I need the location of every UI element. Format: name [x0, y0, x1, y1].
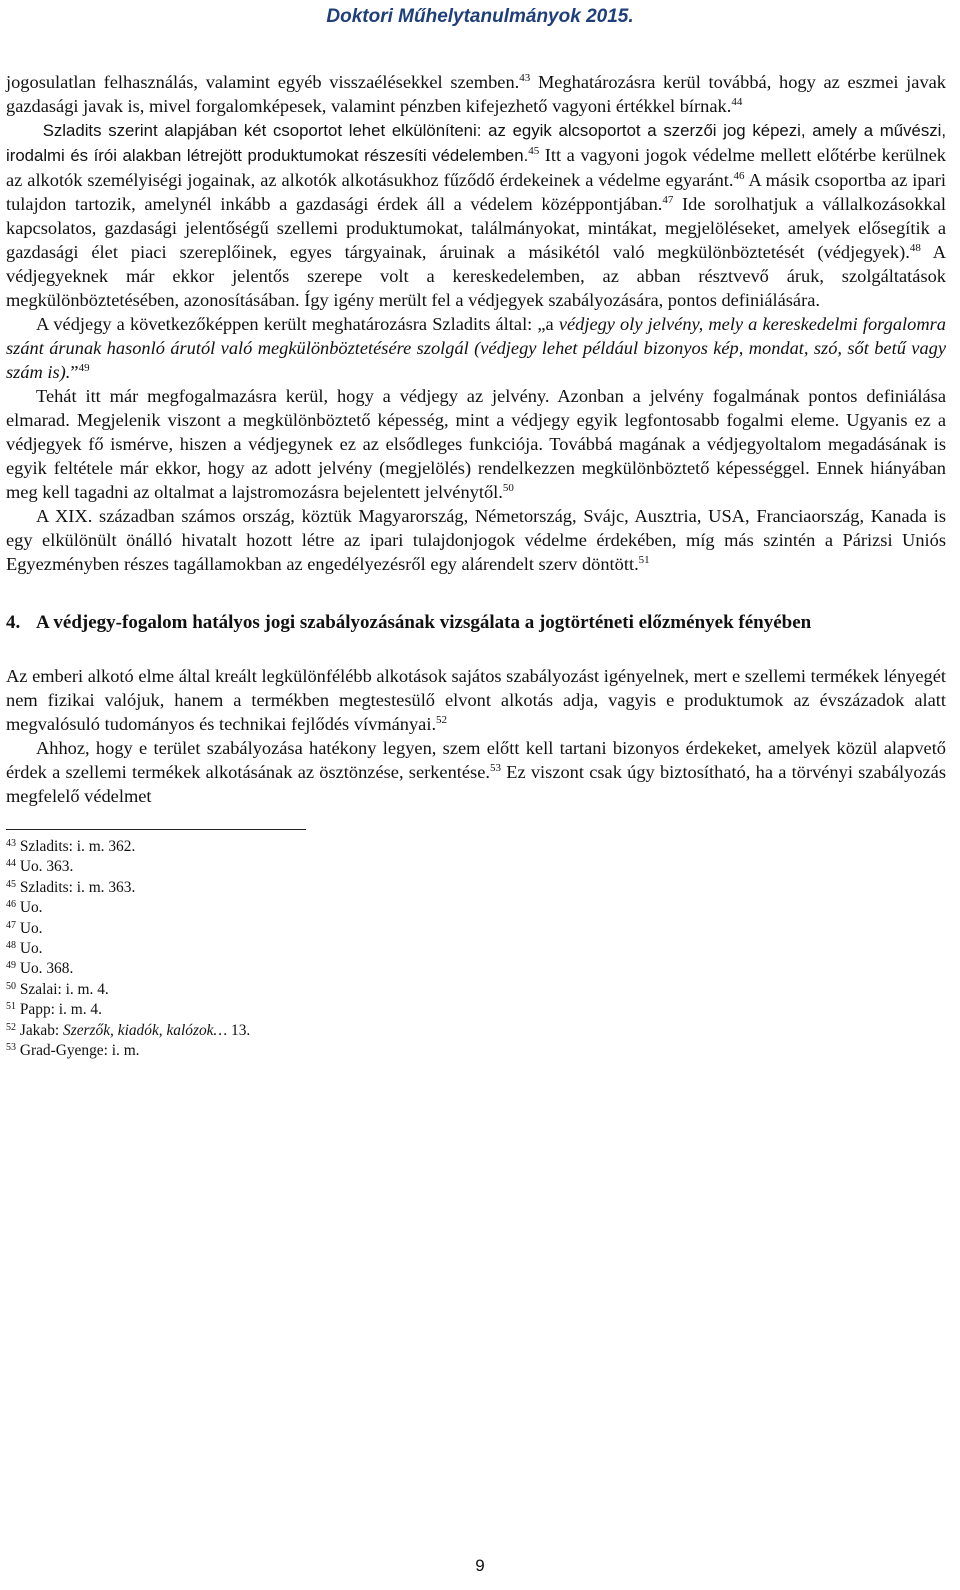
footnote-ref-45[interactable]: 45 [528, 145, 540, 157]
footnote-48 [6, 939, 946, 959]
text-run: Ez viszont csak úgy biztosítható, ha a törvényi szabályozás megfelelő védelmet [6, 762, 946, 806]
footnote-text: Szalai: i. m. 4. [19, 980, 109, 998]
footnote-47 [6, 919, 946, 939]
footnote-number: 44 [6, 858, 16, 870]
paragraph-2 [6, 312, 946, 384]
footnote-ref-43[interactable]: 43 [519, 72, 531, 84]
footnotes [6, 837, 946, 1061]
paragraph-6 [6, 736, 946, 808]
text-run: Itt a vagyoni jogok védelme mellett előtérbe kerülnek az alkotók személyiségi jogainak, az alkotók alkotásukhoz fűződő érdekeinek a védelme egyaránt. [6, 145, 946, 190]
text-run: A XIX. században számos ország, köztük Magyarország, Németország, Svájc, Ausztria, USA, Franciaország, Kanada is egy elkülönült önálló hivatalt hozott létre az ipari tulajdonjogok védelme érdekében, míg más szintén a Párizsi Uniós Egyezményben részes tagállamokban az engedélyezésről egy alárendelt szerv döntött. [6, 506, 946, 574]
footnote-text: Uo. [19, 899, 43, 917]
footnote-53 [6, 1041, 946, 1061]
footnote-52 [6, 1021, 946, 1041]
footnote-number: 49 [6, 960, 16, 972]
text-run: jogosulatlan felhasználás, valamint egyéb visszaélésekkel szemben. [6, 72, 520, 92]
footnote-45 [6, 878, 946, 898]
footnote-ref-47[interactable]: 47 [662, 194, 674, 206]
text-run: Ide sorolhatjuk a vállalkozásokkal kapcsolatos, gazdasági jelentőségű szellemi produktumokat, találmányokat, mintákat, megjelöléseket, amelyek elősegítik a gazdasági élet piaci szereplőinek, egyes tárgyainak, áruinak a másikétól való megkülönböztetését (védjegyek). [6, 194, 946, 262]
footnote-ref-46[interactable]: 46 [733, 170, 745, 182]
footnote-text: Papp: i. m. 4. [19, 1001, 102, 1019]
footnote-text: Uo. 368. [19, 960, 74, 978]
footnote-ref-48[interactable]: 48 [909, 242, 921, 254]
footnote-number: 45 [6, 878, 16, 890]
footnote-ref-44[interactable]: 44 [731, 96, 743, 108]
footnote-49 [6, 959, 946, 979]
footnote-51 [6, 1000, 946, 1020]
footnote-ref-52[interactable]: 52 [436, 714, 448, 726]
section-heading [6, 610, 946, 636]
footnote-ref-51[interactable]: 51 [638, 554, 650, 566]
page-number: 9 [475, 1556, 485, 1575]
text-run: Ahhoz, hogy e terület szabályozása hatékony legyen, szem előtt kell tartani bizonyos érdekeket, amelyek közül alapvető érdek a szellemi termékek alkotásának az ösztönzése, serkentése. [6, 738, 946, 782]
footnote-number: 53 [6, 1042, 16, 1054]
text-run: Tehát itt már megfogalmazásra kerül, hogy a védjegy az jelvény. Azonban a jelvény fogalmának pontos definiálása elmarad. Megjelenik viszont a megkülönböztető képesség, mint a védjegy egyik legfontosabb fogalmi eleme. Ugyanis ez a védjegyek fő ismérve, hiszen a védjegynek ez az elsődleges funkciója. Továbbá magának a védjegyoltalom megadásának is egyik feltétele már ekkor, hogy az adott jelvény (megjelölés) rendelkezzen megkülönböztető képességgel. Ennek hiányában meg kell tagadni az oltalmat a lajstromozásra bejelentett jelvénytől. [6, 386, 946, 502]
footnote-separator [6, 829, 306, 830]
footnote-46 [6, 898, 946, 918]
spacer [6, 636, 946, 664]
paragraph-3 [6, 384, 946, 504]
text-run-sans: Szladits szerint alapjában két csoportot lehet elkülöníteni: az egyik alcsoportot a szerzői jog képezi, amely a művészi, irodalmi és írói alakban létrejött produktumokat részesíti védelemben. [6, 121, 946, 165]
footnote-number: 43 [6, 838, 16, 849]
footnote-text: Uo. [19, 940, 43, 958]
footnote-50 [6, 980, 946, 1000]
text-run: Meghatározásra kerül továbbá, hogy az eszmei javak gazdasági javak is, mivel forgalomképesek, valamint pénzben kifejezhető vagyoni értékkel bírnak. [6, 72, 946, 116]
section-title: A védjegy-fogalom hatályos jogi szabályozásának vizsgálata a jogtörténeti előzmények fényében [36, 612, 812, 633]
text-run: A védjegy a következőképpen került meghatározásra Szladits által: „a [36, 314, 559, 334]
footnote-ref-50[interactable]: 50 [502, 482, 514, 494]
paragraph-1 [6, 70, 946, 312]
footnote-text: 13. [227, 1021, 251, 1039]
footnote-number: 51 [6, 1001, 16, 1013]
spacer [6, 808, 946, 829]
running-header: Doktori Műhelytanulmányok 2015. [326, 6, 634, 27]
footnote-number: 50 [6, 980, 16, 992]
text-run: Az emberi alkotó elme által kreált legkülönfélébb alkotások sajátos szabályozást igényelnek, mert e szellemi termékek lényegét nem fizikai valójuk, hanem a termékben megtestesülő elvont alkotás adja, vagyis e produktumok az évszázadok alatt megvalósuló tudományos és technikai fejlődés vívmányai. [6, 666, 946, 734]
footnote-number: 47 [6, 919, 16, 931]
section-number: 4. [6, 612, 21, 633]
page-content [6, 70, 946, 1061]
text-run: A másik csoportba az ipari tulajdon tartozik, amelynél inkább a gazdasági érdek áll a védelem középpontjában. [6, 170, 946, 214]
footnote-italic-title: Szerzők, kiadók, kalózok… [63, 1021, 228, 1039]
spacer [6, 576, 946, 610]
footnote-text: Uo. [19, 919, 43, 937]
paragraph-4 [6, 504, 946, 576]
footnote-text: Jakab: [19, 1021, 64, 1039]
footnote-text: Szladits: i. m. 363. [19, 878, 136, 896]
footnote-number: 52 [6, 1021, 16, 1033]
paragraph-5 [6, 664, 946, 736]
footnote-number: 48 [6, 940, 16, 952]
footnote-text: Uo. 363. [19, 858, 74, 876]
footnote-44 [6, 857, 946, 877]
footnote-number: 46 [6, 899, 16, 911]
text-run: A védjegyeknek már ekkor jelentős szerepe volt a kereskedelemben, az abban résztvevő áruk, szolgáltatások megkülönböztetésében, azonosításában. Így igény merült fel a védjegyek szabályozására, pontos definiálására. [6, 242, 946, 310]
text-run: ” [70, 362, 79, 382]
footnote-text: Grad-Gyenge: i. m. [19, 1042, 140, 1060]
footnote-43 [6, 837, 946, 857]
footnote-ref-49[interactable]: 49 [78, 362, 90, 374]
footnote-ref-53[interactable]: 53 [489, 762, 501, 774]
quote-italic: védjegy oly jelvény, mely a kereskedelmi forgalomra szánt árunak hasonló árutól való megkülönböztetésére szolgál (védjegy lehet például bizonyos kép, mondat, szó, sőt betű vagy szám is). [6, 314, 946, 382]
footnote-text: Szladits: i. m. 362. [19, 838, 136, 855]
